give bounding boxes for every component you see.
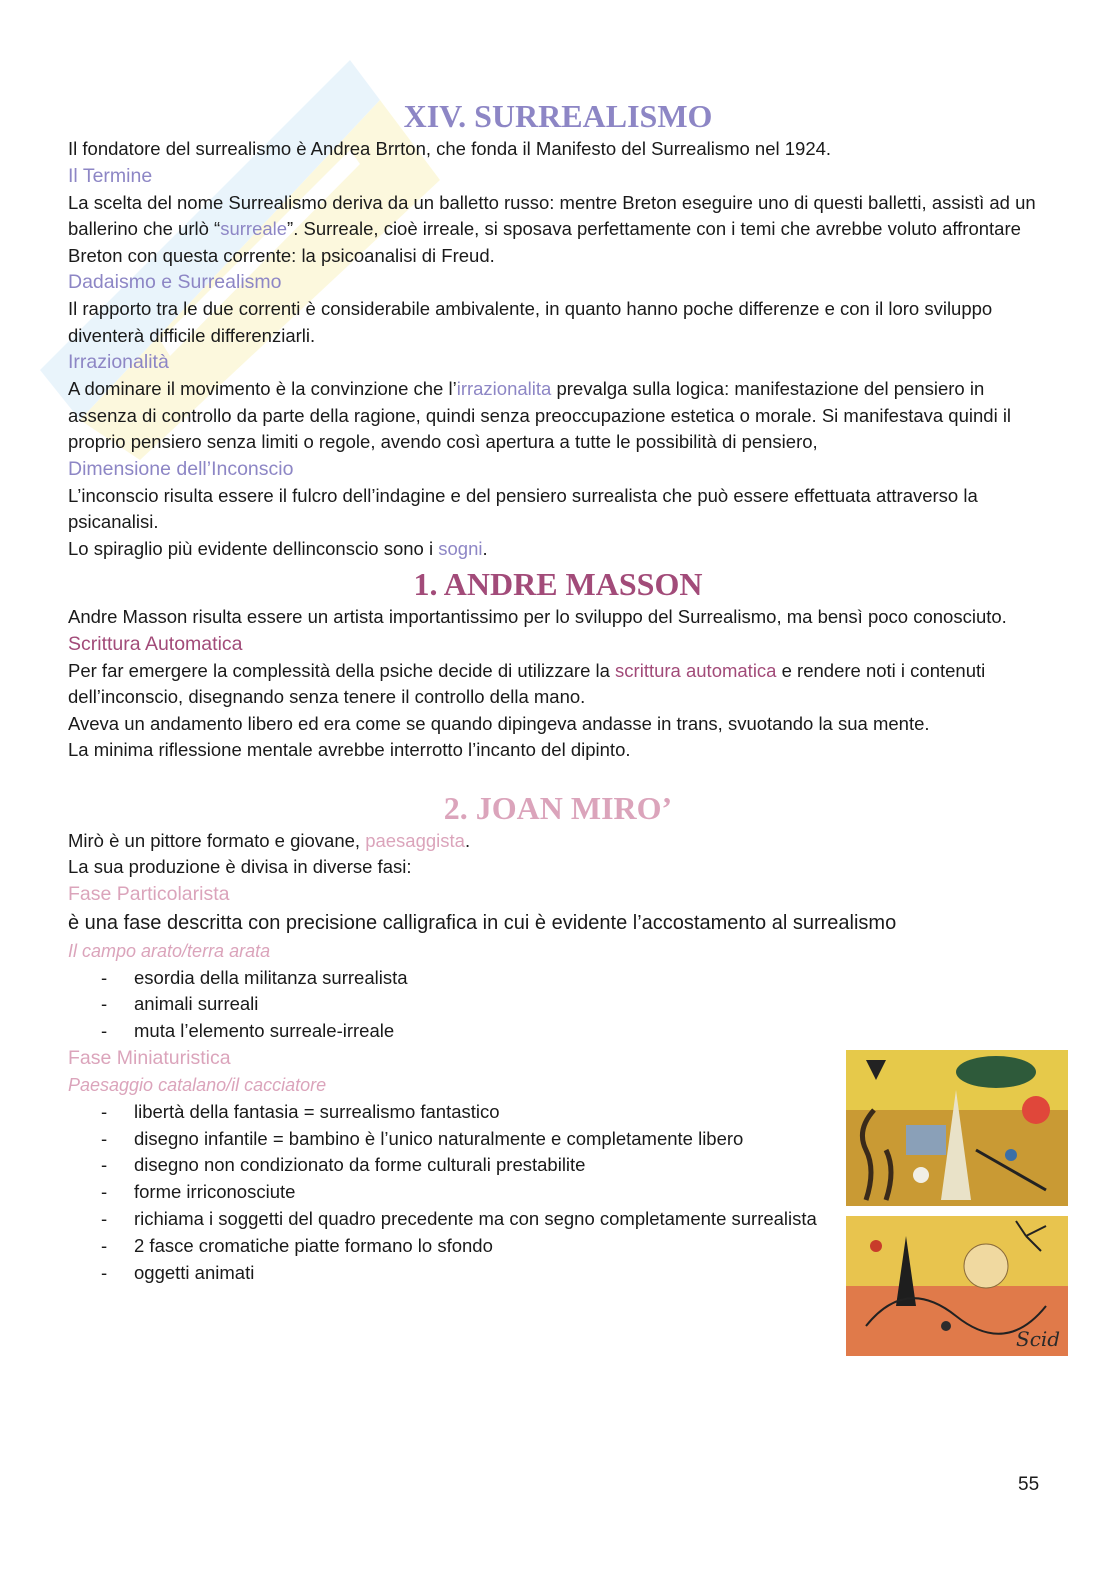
miro-title: 2. JOAN MIRO’ bbox=[443, 789, 673, 826]
list-item: - forme irriconosciute bbox=[68, 1179, 828, 1206]
miro-fasi: La sua produzione è divisa in diverse fasi: bbox=[68, 856, 412, 877]
inconscio-paragraph: L’inconscio risulta essere il fulcro dell’indagine e del pensiero surrealista che può essere effettuata attraverso la psicanalisi. bbox=[68, 484, 978, 532]
fase1-paragraph: è una fase descritta con precisione calligrafica in cui è evidente l’accostamento al surrealismo bbox=[68, 911, 897, 934]
scrittura-heading: Scrittura Automatica bbox=[68, 632, 243, 655]
intro-paragraph: Il fondatore del surrealismo è Andrea Brrton, che fonda il Manifesto del Surrealismo nel 1924. bbox=[68, 138, 832, 159]
masson-paragraph-2: Aveva un andamento libero ed era come se quando dipingeva andasse in trans, svuotando la sua mente. bbox=[68, 712, 930, 734]
list-item: - libertà della fantasia = surrealismo fantastico bbox=[68, 1099, 828, 1126]
masson-title: 1. ANDRE MASSON bbox=[413, 566, 703, 602]
painting-signature: Scid bbox=[1016, 1327, 1061, 1351]
page-number: 55 bbox=[1018, 1474, 1040, 1495]
miro-intro: Mirò è un pittore formato e giovane, paesaggista. bbox=[68, 829, 471, 851]
painting-paesaggio-catalano bbox=[846, 1216, 1068, 1356]
list-item: - 2 fasce cromatiche piatte formano lo sfondo bbox=[68, 1233, 828, 1260]
paesaggista-highlight: paesaggista bbox=[365, 829, 465, 851]
work2-title: Paesaggio catalano/il cacciatore bbox=[68, 1074, 327, 1095]
list-item: - esordia della militanza surrealista bbox=[68, 965, 828, 992]
fase2-heading: Fase Miniaturistica bbox=[68, 1046, 231, 1069]
scrittura-paragraph: Per far emergere la complessità della psiche decide di utilizzare la scrittura automatica e rendere noti i contenuti dell’inconscio, disegnando senza tenere il controllo della mano. bbox=[68, 659, 986, 707]
inconscio-sogni-paragraph: Lo spiraglio più evidente dellinconscio sono i sogni. bbox=[68, 537, 488, 559]
list-item: - richiama i soggetti del quadro precedente ma con segno completamente surrealista bbox=[68, 1206, 828, 1233]
list-item: - animali surreali bbox=[68, 991, 828, 1018]
sogni-highlight: sogni bbox=[438, 537, 483, 559]
termine-heading: Il Termine bbox=[68, 164, 153, 187]
irrazionalita-highlight: irrazionalita bbox=[456, 378, 552, 399]
inconscio-heading: Dimensione dell’Inconscio bbox=[68, 457, 294, 480]
section-title: XIV. SURREALISMO bbox=[403, 98, 713, 134]
dadaismo-heading: Dadaismo e Surrealismo bbox=[68, 271, 282, 293]
masson-intro: Andre Masson risulta essere un artista importantissimo per lo sviluppo del Surrealismo, ma bensì poco conosciuto. bbox=[68, 606, 1007, 627]
list-item: - disegno infantile = bambino è l’unico naturalmente e completamente libero bbox=[68, 1126, 828, 1153]
work1-title: Il campo arato/terra arata bbox=[68, 940, 271, 961]
irrazionalita-heading: Irrazionalità bbox=[68, 351, 169, 373]
masson-paragraph-3: La minima riflessione mentale avrebbe interrotto l’incanto del dipinto. bbox=[68, 739, 631, 760]
dadaismo-paragraph: Il rapporto tra le due correnti è considerabile ambivalente, in quanto hanno poche differenze e con il loro sviluppo diventerà difficile differenziarli. bbox=[68, 298, 993, 346]
fase1-heading: Fase Particolarista bbox=[68, 882, 230, 905]
painting-campo-arato bbox=[846, 1050, 1068, 1206]
list-item: - disegno non condizionato da forme culturali prestabilite bbox=[68, 1152, 828, 1179]
termine-paragraph: La scelta del nome Surrealismo deriva da un balletto russo: mentre Breton eseguire uno di questi balletti, assistì ad un ballerino che urlò “surreale”. Surreale, cioè irreale, si sposava perfettamente con i temi che avrebbe voluto affrontare Breton con questa corrente: la psicoanalisi di Freud. bbox=[68, 191, 1036, 266]
work1-list bbox=[68, 965, 828, 1045]
list-item: - muta l’elemento surreale-irreale bbox=[68, 1018, 828, 1045]
termine-highlight: surreale bbox=[220, 218, 288, 239]
list-item: - oggetti animati bbox=[68, 1260, 828, 1287]
scrittura-highlight: scrittura automatica bbox=[615, 659, 777, 681]
work2-list bbox=[68, 1099, 828, 1287]
irrazionalita-paragraph: A dominare il movimento è la convinzione che l’irrazionalita prevalga sulla logica: manifestazione del pensiero in assenza di controllo da parte della ragione, quindi senza preoccupazione estetica o morale. Si manifestava quindi il proprio pensiero senza limiti o regole, avendo così apertura a tutte le possibilità di pensiero, bbox=[68, 378, 1012, 452]
